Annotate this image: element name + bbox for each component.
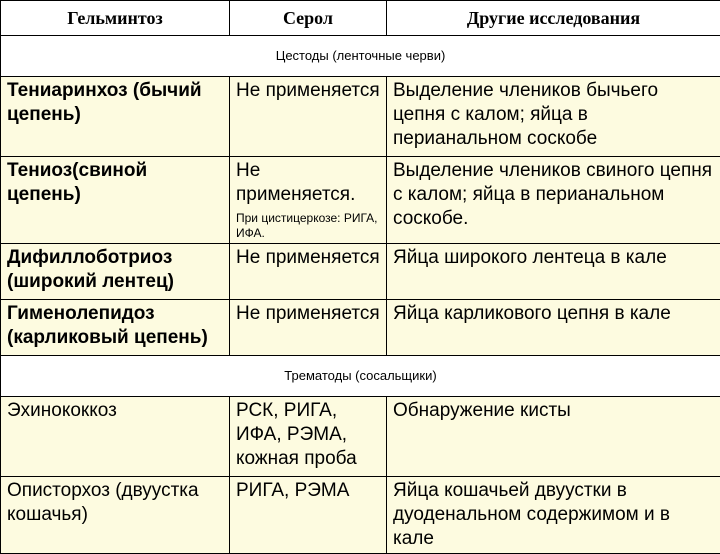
table-row	[1, 477, 720, 554]
other-tests-cell: Яйца карликового цепня в кале	[387, 300, 720, 356]
header-row	[1, 1, 720, 36]
header-helminthosis: Гельминтоз	[1, 1, 230, 36]
serology-cell: РИГА, РЭМА	[230, 477, 387, 554]
serology-cell: Не применяется	[230, 77, 387, 157]
table-row	[1, 157, 720, 244]
other-tests-cell: Яйца широкого лентеца в кале	[387, 244, 720, 300]
section-title-cestodes: Цестоды (ленточные черви)	[1, 36, 720, 77]
serology-note: При цистицеркозе: РИГА, ИФА.	[236, 211, 380, 241]
disease-cell: Эхинококкоз	[1, 397, 230, 477]
serology-text: Не применяется.	[236, 160, 355, 205]
section-title-trematodes: Трематоды (сосальщики)	[1, 356, 720, 397]
table-row	[1, 77, 720, 157]
table-row	[1, 300, 720, 356]
section-row-trematodes	[1, 356, 720, 397]
disease-cell: Тениаринхоз (бычий цепень)	[1, 77, 230, 157]
serology-cell: РСК, РИГА, ИФА, РЭМА, кожная проба	[230, 397, 387, 477]
disease-cell: Дифиллоботриоз (широкий лентец)	[1, 244, 230, 300]
other-tests-cell: Выделение члеников свиного цепня с калом; яйца в перианальном соскобе.	[387, 157, 720, 244]
header-serology: Серол	[230, 1, 387, 36]
disease-cell: Гименолепидоз (карликовый цепень)	[1, 300, 230, 356]
other-tests-cell: Яйца кошачьей двуустки в дуоденальном содержимом и в кале	[387, 477, 720, 554]
header-other-tests: Другие исследования	[387, 1, 720, 36]
serology-cell: Не применяется	[230, 244, 387, 300]
disease-cell: Тениоз(свиной цепень)	[1, 157, 230, 244]
table-row	[1, 397, 720, 477]
other-tests-cell: Выделение члеников бычьего цепня с калом; яйца в перианальном соскобе	[387, 77, 720, 157]
serology-cell: Не применяется	[230, 300, 387, 356]
section-row-cestodes	[1, 36, 720, 77]
table-row	[1, 244, 720, 300]
disease-cell: Описторхоз (двуустка кошачья)	[1, 477, 230, 554]
serology-cell	[230, 157, 387, 244]
other-tests-cell: Обнаружение кисты	[387, 397, 720, 477]
